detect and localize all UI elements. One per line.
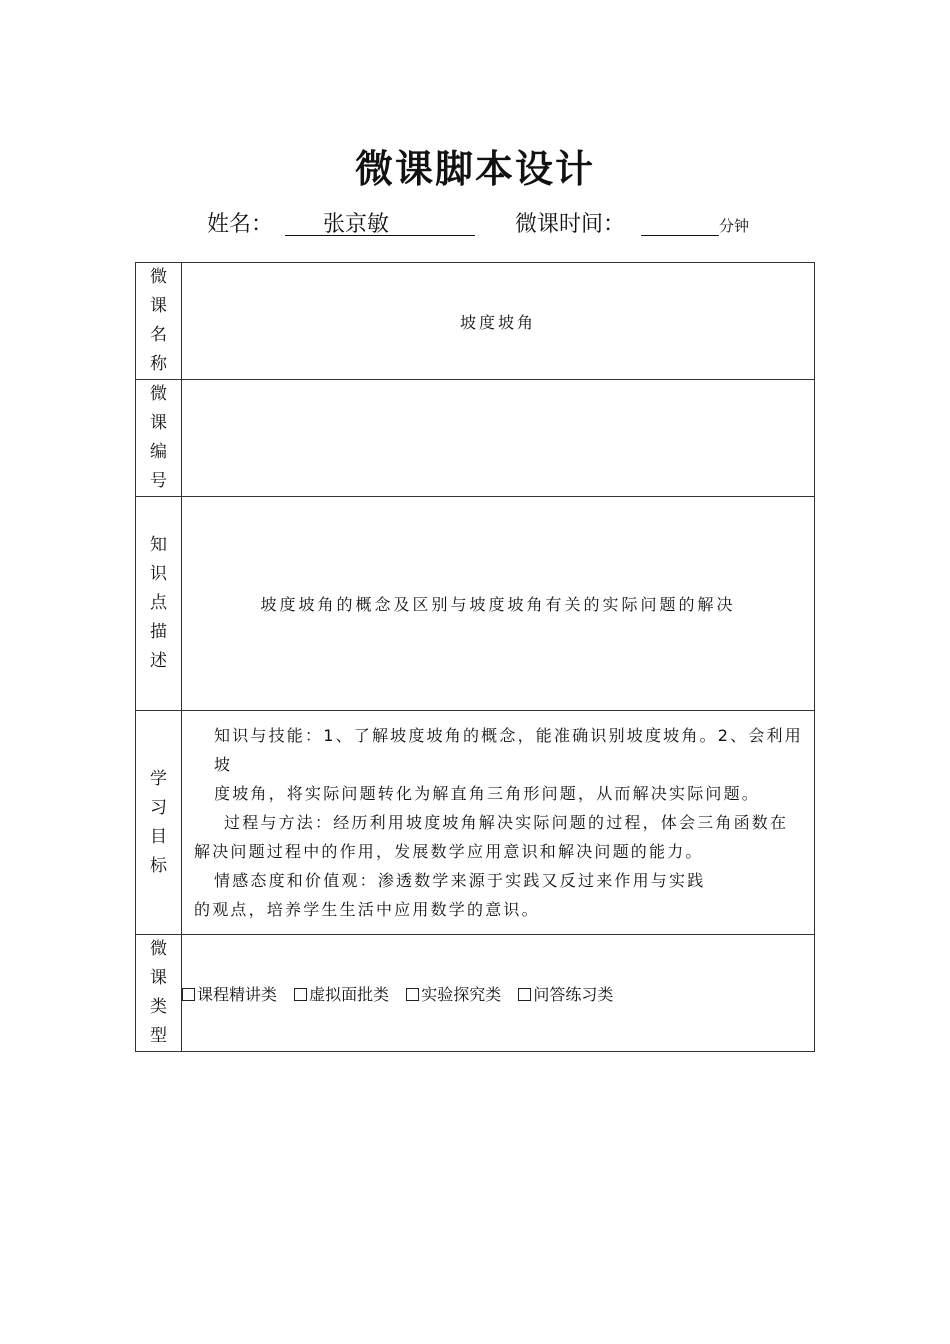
time-field[interactable]	[641, 207, 719, 236]
checkbox-icon[interactable]	[182, 988, 195, 1001]
label-char: 课	[150, 413, 167, 433]
label-knowledge	[136, 497, 182, 711]
checkbox-icon[interactable]	[518, 988, 531, 1001]
label-char: 称	[150, 354, 167, 374]
goal-line: 知识与技能：1、了解坡度坡角的概念，能准确识别坡度坡角。2、会利用坡	[214, 726, 803, 774]
type-option-label: 虚拟面批类	[309, 984, 390, 1004]
name-value: 张京敏	[323, 212, 390, 237]
label-char: 型	[150, 1026, 167, 1046]
label-char: 述	[150, 651, 167, 671]
label-char: 微	[150, 939, 167, 959]
type-option-qa-practice[interactable]	[518, 982, 613, 1005]
type-option-label: 课程精讲类	[197, 984, 278, 1004]
checkbox-icon[interactable]	[406, 988, 419, 1001]
goal-line: 解决问题过程中的作用，发展数学应用意识和解决问题的能力。	[194, 842, 704, 861]
label-char: 微	[150, 267, 167, 287]
label-course-type	[136, 935, 182, 1052]
row-course-type	[136, 935, 815, 1052]
time-unit: 分钟	[719, 217, 750, 235]
type-option-label: 问答练习类	[533, 984, 614, 1004]
goal-line: 情感态度和价值观：渗透数学来源于实践又反过来作用与实践	[214, 871, 706, 890]
label-char: 习	[150, 797, 167, 818]
label-char: 编	[150, 442, 167, 462]
label-char: 学	[150, 768, 167, 789]
row-goals	[136, 711, 815, 935]
label-char: 课	[150, 296, 167, 316]
goal-line: 过程与方法：经历利用坡度坡角解决实际问题的过程，体会三角函数在	[224, 813, 789, 832]
row-course-name	[136, 263, 815, 380]
row-knowledge	[136, 497, 815, 711]
label-char: 描	[150, 622, 167, 642]
label-char: 号	[150, 471, 167, 491]
label-char: 标	[150, 855, 167, 876]
page-title: 微课脚本设计	[354, 147, 595, 191]
name-label: 姓名：	[207, 212, 274, 237]
checkbox-icon[interactable]	[294, 988, 307, 1001]
label-char: 目	[150, 826, 167, 847]
name-field[interactable]	[285, 207, 475, 236]
label-course-name	[136, 263, 182, 380]
label-char: 名	[150, 325, 167, 345]
course-number-value[interactable]	[182, 380, 815, 497]
type-option-lecture[interactable]	[182, 982, 277, 1005]
goal-line: 的观点，培养学生生活中应用数学的意识。	[194, 900, 540, 919]
knowledge-value[interactable]: 坡度坡角的概念及区别与坡度坡角有关的实际问题的解决	[182, 497, 815, 711]
goals-text	[182, 711, 814, 934]
goals-value[interactable]	[182, 711, 815, 935]
label-char: 类	[150, 997, 167, 1017]
type-option-label: 实验探究类	[421, 984, 502, 1004]
goal-line: 度坡角，将实际问题转化为解直角三角形问题，从而解决实际问题。	[214, 784, 761, 803]
label-char: 点	[150, 593, 167, 613]
script-form-table	[135, 262, 815, 1052]
row-course-number	[136, 380, 815, 497]
type-option-virtual-review[interactable]	[294, 982, 389, 1005]
label-course-number	[136, 380, 182, 497]
course-name-value[interactable]: 坡度坡角	[182, 263, 815, 380]
course-type-options	[182, 935, 815, 1052]
label-char: 识	[150, 564, 167, 584]
label-char: 课	[150, 968, 167, 988]
label-char: 知	[150, 535, 167, 555]
label-char: 微	[150, 384, 167, 404]
label-goals	[136, 711, 182, 935]
type-option-experiment[interactable]	[406, 982, 501, 1005]
time-label: 微课时间：	[515, 212, 626, 237]
